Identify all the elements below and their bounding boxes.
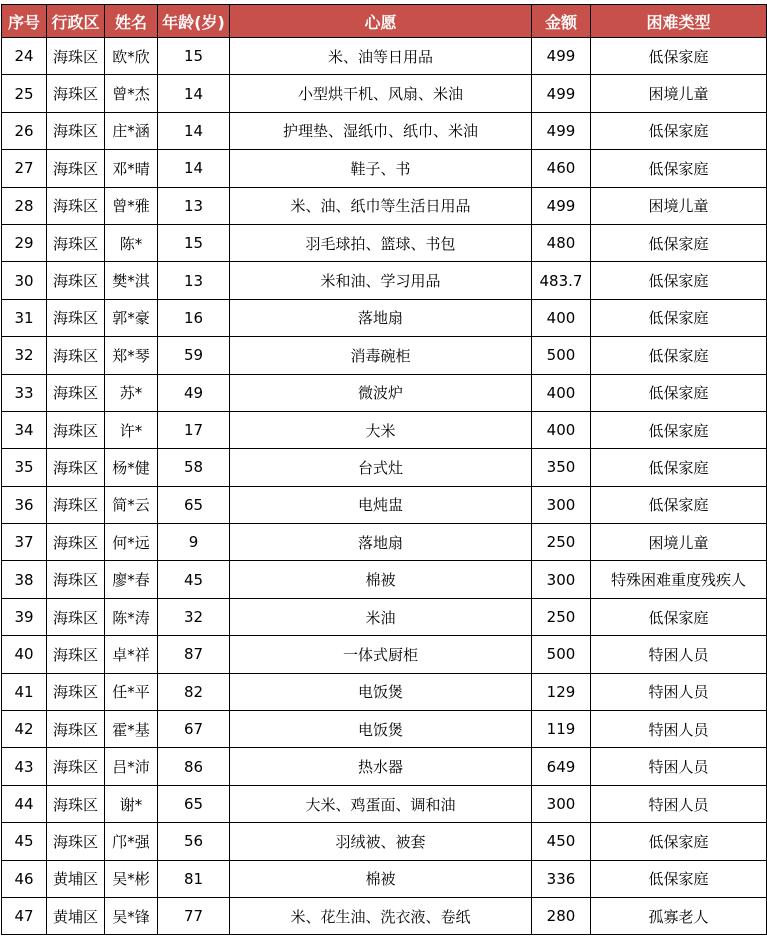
cell-wish: 热水器 xyxy=(230,748,532,785)
cell-wish: 护理垫、湿纸巾、纸巾、米油 xyxy=(230,112,532,149)
cell-district: 海珠区 xyxy=(47,823,105,860)
cell-hardship-type: 特殊困难重度残疾人 xyxy=(591,561,767,598)
cell-amount: 119 xyxy=(532,711,591,748)
table-row xyxy=(2,411,767,448)
cell-amount: 649 xyxy=(532,748,591,785)
cell-index: 40 xyxy=(2,636,47,673)
cell-amount: 450 xyxy=(532,823,591,860)
table-row xyxy=(2,112,767,149)
cell-hardship-type: 困境儿童 xyxy=(591,75,767,112)
cell-age: 16 xyxy=(158,299,230,336)
cell-age: 58 xyxy=(158,449,230,486)
cell-age: 9 xyxy=(158,524,230,561)
cell-index: 39 xyxy=(2,598,47,635)
cell-amount: 483.7 xyxy=(532,262,591,299)
cell-district: 海珠区 xyxy=(47,411,105,448)
table-row xyxy=(2,224,767,261)
cell-name: 简*云 xyxy=(105,486,158,523)
cell-index: 27 xyxy=(2,150,47,187)
table-row xyxy=(2,860,767,897)
cell-district: 海珠区 xyxy=(47,374,105,411)
cell-wish: 米、油等日用品 xyxy=(230,38,532,75)
cell-wish: 落地扇 xyxy=(230,299,532,336)
cell-index: 37 xyxy=(2,524,47,561)
cell-wish: 米油 xyxy=(230,598,532,635)
table-row xyxy=(2,711,767,748)
cell-wish: 小型烘干机、风扇、米油 xyxy=(230,75,532,112)
cell-amount: 280 xyxy=(532,897,591,934)
cell-amount: 499 xyxy=(532,112,591,149)
cell-district: 海珠区 xyxy=(47,711,105,748)
cell-age: 65 xyxy=(158,486,230,523)
cell-wish: 电饭煲 xyxy=(230,711,532,748)
cell-district: 海珠区 xyxy=(47,337,105,374)
cell-hardship-type: 特困人员 xyxy=(591,673,767,710)
cell-wish: 电饭煲 xyxy=(230,673,532,710)
header-row xyxy=(2,5,767,38)
cell-name: 庄*涵 xyxy=(105,112,158,149)
cell-amount: 499 xyxy=(532,38,591,75)
cell-name: 卓*祥 xyxy=(105,636,158,673)
cell-name: 苏* xyxy=(105,374,158,411)
cell-age: 49 xyxy=(158,374,230,411)
cell-district: 海珠区 xyxy=(47,561,105,598)
cell-hardship-type: 特困人员 xyxy=(591,785,767,822)
cell-district: 黄埔区 xyxy=(47,897,105,934)
table-row xyxy=(2,598,767,635)
table-row xyxy=(2,449,767,486)
cell-hardship-type: 特困人员 xyxy=(591,636,767,673)
cell-wish: 消毒碗柜 xyxy=(230,337,532,374)
cell-index: 34 xyxy=(2,411,47,448)
cell-hardship-type: 低保家庭 xyxy=(591,299,767,336)
cell-age: 59 xyxy=(158,337,230,374)
cell-index: 25 xyxy=(2,75,47,112)
cell-name: 郭*豪 xyxy=(105,299,158,336)
cell-name: 廖*春 xyxy=(105,561,158,598)
cell-district: 海珠区 xyxy=(47,150,105,187)
table-row xyxy=(2,561,767,598)
cell-district: 海珠区 xyxy=(47,524,105,561)
cell-district: 黄埔区 xyxy=(47,860,105,897)
table-header xyxy=(2,5,767,38)
cell-index: 46 xyxy=(2,860,47,897)
cell-index: 44 xyxy=(2,785,47,822)
cell-index: 45 xyxy=(2,823,47,860)
cell-district: 海珠区 xyxy=(47,449,105,486)
cell-name: 邓*晴 xyxy=(105,150,158,187)
cell-hardship-type: 困境儿童 xyxy=(591,524,767,561)
cell-age: 14 xyxy=(158,112,230,149)
cell-name: 樊*淇 xyxy=(105,262,158,299)
cell-amount: 250 xyxy=(532,524,591,561)
cell-index: 33 xyxy=(2,374,47,411)
cell-district: 海珠区 xyxy=(47,486,105,523)
cell-age: 56 xyxy=(158,823,230,860)
cell-index: 31 xyxy=(2,299,47,336)
cell-age: 13 xyxy=(158,262,230,299)
cell-amount: 129 xyxy=(532,673,591,710)
cell-wish: 鞋子、书 xyxy=(230,150,532,187)
cell-age: 14 xyxy=(158,150,230,187)
cell-name: 吴*锋 xyxy=(105,897,158,934)
cell-index: 41 xyxy=(2,673,47,710)
table-row xyxy=(2,299,767,336)
table-row xyxy=(2,748,767,785)
wish-table xyxy=(1,4,767,935)
cell-age: 77 xyxy=(158,897,230,934)
cell-wish: 大米、鸡蛋面、调和油 xyxy=(230,785,532,822)
table-row xyxy=(2,262,767,299)
cell-amount: 500 xyxy=(532,636,591,673)
header-hardship-type: 困难类型 xyxy=(591,5,767,38)
cell-district: 海珠区 xyxy=(47,299,105,336)
header-wish: 心愿 xyxy=(230,5,532,38)
cell-name: 郑*琴 xyxy=(105,337,158,374)
cell-age: 32 xyxy=(158,598,230,635)
header-name: 姓名 xyxy=(105,5,158,38)
table-row xyxy=(2,38,767,75)
table-row xyxy=(2,75,767,112)
cell-district: 海珠区 xyxy=(47,262,105,299)
cell-index: 28 xyxy=(2,187,47,224)
cell-wish: 大米 xyxy=(230,411,532,448)
cell-name: 何*远 xyxy=(105,524,158,561)
cell-hardship-type: 低保家庭 xyxy=(591,598,767,635)
header-index: 序号 xyxy=(2,5,47,38)
cell-hardship-type: 低保家庭 xyxy=(591,486,767,523)
cell-amount: 300 xyxy=(532,785,591,822)
cell-wish: 一体式厨柜 xyxy=(230,636,532,673)
cell-district: 海珠区 xyxy=(47,224,105,261)
table-row xyxy=(2,486,767,523)
cell-age: 45 xyxy=(158,561,230,598)
cell-hardship-type: 特困人员 xyxy=(591,711,767,748)
cell-index: 29 xyxy=(2,224,47,261)
cell-district: 海珠区 xyxy=(47,187,105,224)
cell-name: 邝*强 xyxy=(105,823,158,860)
cell-wish: 电炖盅 xyxy=(230,486,532,523)
cell-age: 17 xyxy=(158,411,230,448)
cell-amount: 400 xyxy=(532,374,591,411)
cell-name: 许* xyxy=(105,411,158,448)
table-row xyxy=(2,187,767,224)
cell-name: 任*平 xyxy=(105,673,158,710)
cell-district: 海珠区 xyxy=(47,748,105,785)
cell-district: 海珠区 xyxy=(47,636,105,673)
table-row xyxy=(2,823,767,860)
cell-index: 32 xyxy=(2,337,47,374)
cell-name: 吕*沛 xyxy=(105,748,158,785)
cell-hardship-type: 低保家庭 xyxy=(591,374,767,411)
table-body xyxy=(2,38,767,935)
cell-wish: 米、油、纸巾等生活日用品 xyxy=(230,187,532,224)
table-row xyxy=(2,897,767,934)
cell-wish: 米、花生油、洗衣液、卷纸 xyxy=(230,897,532,934)
cell-name: 杨*健 xyxy=(105,449,158,486)
cell-name: 曾*杰 xyxy=(105,75,158,112)
cell-amount: 300 xyxy=(532,486,591,523)
cell-name: 吴*彬 xyxy=(105,860,158,897)
cell-name: 曾*雅 xyxy=(105,187,158,224)
table-row xyxy=(2,337,767,374)
cell-amount: 460 xyxy=(532,150,591,187)
cell-amount: 300 xyxy=(532,561,591,598)
cell-hardship-type: 低保家庭 xyxy=(591,224,767,261)
cell-wish: 微波炉 xyxy=(230,374,532,411)
cell-hardship-type: 孤寡老人 xyxy=(591,897,767,934)
cell-wish: 台式灶 xyxy=(230,449,532,486)
cell-wish: 羽绒被、被套 xyxy=(230,823,532,860)
cell-hardship-type: 低保家庭 xyxy=(591,150,767,187)
cell-wish: 棉被 xyxy=(230,561,532,598)
cell-district: 海珠区 xyxy=(47,38,105,75)
cell-wish: 羽毛球拍、篮球、书包 xyxy=(230,224,532,261)
cell-wish: 落地扇 xyxy=(230,524,532,561)
cell-wish: 米和油、学习用品 xyxy=(230,262,532,299)
cell-index: 47 xyxy=(2,897,47,934)
table-row xyxy=(2,150,767,187)
cell-age: 65 xyxy=(158,785,230,822)
cell-district: 海珠区 xyxy=(47,112,105,149)
cell-index: 35 xyxy=(2,449,47,486)
cell-index: 43 xyxy=(2,748,47,785)
cell-age: 86 xyxy=(158,748,230,785)
cell-name: 陈*涛 xyxy=(105,598,158,635)
table-row xyxy=(2,524,767,561)
cell-index: 26 xyxy=(2,112,47,149)
table-row xyxy=(2,785,767,822)
cell-index: 30 xyxy=(2,262,47,299)
cell-age: 82 xyxy=(158,673,230,710)
header-amount: 金额 xyxy=(532,5,591,38)
cell-name: 欧*欣 xyxy=(105,38,158,75)
table-row xyxy=(2,673,767,710)
cell-hardship-type: 低保家庭 xyxy=(591,262,767,299)
cell-hardship-type: 低保家庭 xyxy=(591,860,767,897)
header-age: 年龄(岁) xyxy=(158,5,230,38)
cell-age: 15 xyxy=(158,224,230,261)
cell-hardship-type: 困境儿童 xyxy=(591,187,767,224)
cell-hardship-type: 低保家庭 xyxy=(591,449,767,486)
cell-amount: 480 xyxy=(532,224,591,261)
cell-hardship-type: 低保家庭 xyxy=(591,823,767,860)
cell-amount: 400 xyxy=(532,411,591,448)
cell-hardship-type: 低保家庭 xyxy=(591,112,767,149)
header-district: 行政区 xyxy=(47,5,105,38)
cell-district: 海珠区 xyxy=(47,75,105,112)
cell-age: 87 xyxy=(158,636,230,673)
cell-amount: 400 xyxy=(532,299,591,336)
cell-age: 81 xyxy=(158,860,230,897)
cell-age: 15 xyxy=(158,38,230,75)
cell-hardship-type: 低保家庭 xyxy=(591,38,767,75)
cell-index: 38 xyxy=(2,561,47,598)
cell-hardship-type: 低保家庭 xyxy=(591,337,767,374)
cell-hardship-type: 低保家庭 xyxy=(591,411,767,448)
table-row xyxy=(2,374,767,411)
cell-hardship-type: 特困人员 xyxy=(591,748,767,785)
cell-age: 13 xyxy=(158,187,230,224)
cell-index: 36 xyxy=(2,486,47,523)
cell-name: 霍*基 xyxy=(105,711,158,748)
cell-amount: 250 xyxy=(532,598,591,635)
cell-name: 谢* xyxy=(105,785,158,822)
cell-wish: 棉被 xyxy=(230,860,532,897)
cell-amount: 336 xyxy=(532,860,591,897)
table-row xyxy=(2,636,767,673)
cell-age: 14 xyxy=(158,75,230,112)
cell-amount: 499 xyxy=(532,75,591,112)
cell-amount: 350 xyxy=(532,449,591,486)
cell-amount: 500 xyxy=(532,337,591,374)
cell-district: 海珠区 xyxy=(47,673,105,710)
cell-district: 海珠区 xyxy=(47,785,105,822)
cell-district: 海珠区 xyxy=(47,598,105,635)
cell-index: 42 xyxy=(2,711,47,748)
cell-index: 24 xyxy=(2,38,47,75)
cell-age: 67 xyxy=(158,711,230,748)
cell-name: 陈* xyxy=(105,224,158,261)
cell-amount: 499 xyxy=(532,187,591,224)
